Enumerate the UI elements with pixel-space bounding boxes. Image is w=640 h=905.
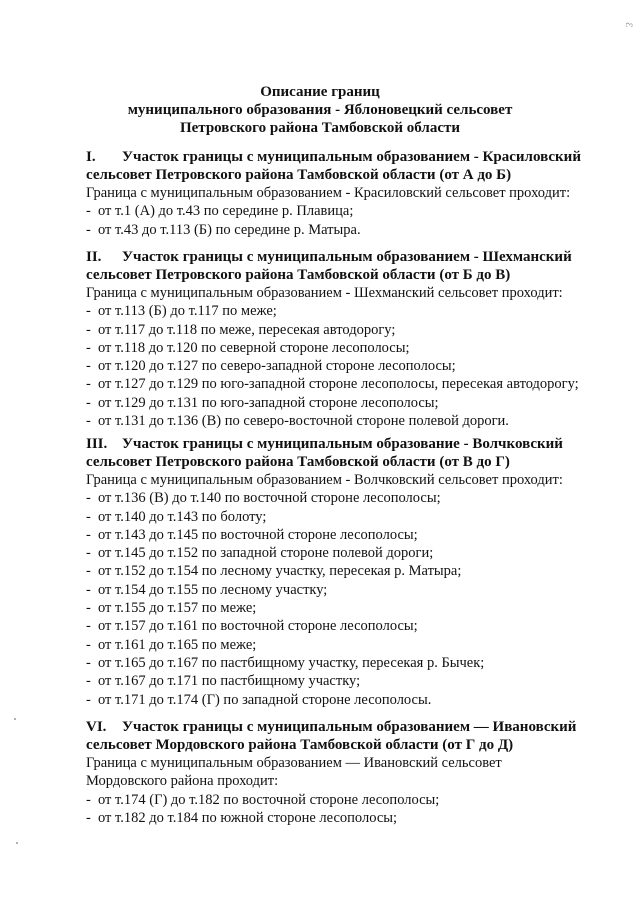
list-item: - от т.154 до т.155 по лесному участку; <box>86 581 328 598</box>
section-1-number: I. <box>86 149 96 165</box>
list-item: - от т.145 до т.152 по западной стороне полевой дороги; <box>86 545 434 562</box>
list-item: - от т.143 до т.145 по восточной стороне лесополосы; <box>86 526 418 543</box>
section-3-title-line-2: сельсовет Петровского района Тамбовской области (от В до Г) <box>86 454 510 470</box>
section-1-title <box>86 148 626 166</box>
list-item: - от т.43 до т.113 (Б) по середине р. Матыра. <box>86 221 361 238</box>
section-4-intro-line-2: Мордовского района проходит: <box>86 773 279 790</box>
section-1 <box>86 148 626 239</box>
section-1-intro: Граница с муниципальным образованием - Красиловский сельсовет проходит: <box>86 185 571 201</box>
list-item: - от т.136 (В) до т.140 по восточной стороне лесополосы; <box>86 490 441 507</box>
section-2-number: II. <box>86 249 102 265</box>
list-item: - от т.140 до т.143 по болоту; <box>86 508 267 525</box>
scan-speck <box>14 718 16 720</box>
section-2-intro: Граница с муниципальным образованием - Шехманский сельсовет проходит: <box>86 285 563 301</box>
list-item: - от т.157 до т.161 по восточной стороне лесополосы; <box>86 618 418 635</box>
section-2-title-line-1: Участок границы с муниципальным образованием - Шехманский <box>122 249 572 265</box>
section-4 <box>86 718 626 827</box>
section-3 <box>86 435 626 709</box>
list-item: - от т.182 до т.184 по южной стороне лесополосы; <box>86 809 398 826</box>
list-item: - от т.118 до т.120 по северной стороне лесополосы; <box>86 339 410 356</box>
list-item: - от т.155 до т.157 по меже; <box>86 600 257 617</box>
section-3-number: III. <box>86 436 108 452</box>
heading-line-1: Описание границ <box>260 84 380 100</box>
heading-line-3: Петровского района Тамбовской области <box>179 120 461 136</box>
section-2-title-line-2: сельсовет Петровского района Тамбовской области (от Б до В) <box>86 267 511 283</box>
section-2 <box>86 248 626 430</box>
section-4-title-line-2: сельсовет Мордовского района Тамбовской области (от Г до Д) <box>86 737 514 753</box>
heading-line-2: муниципального образования - Яблоновецкий сельсовет <box>127 102 513 118</box>
list-item: - от т.165 до т.167 по пастбищному участку, пересекая р. Бычек; <box>86 654 485 671</box>
list-item: - от т.117 до т.118 по меже, пересекая автодорогу; <box>86 321 396 338</box>
section-4-number: VI. <box>86 719 107 735</box>
list-item: - от т.129 до т.131 по юго-западной стороне лесополосы; <box>86 394 439 411</box>
section-1-title-line-1: Участок границы с муниципальным образованием - Красиловский <box>122 149 581 165</box>
list-item: - от т.1 (А) до т.43 по середине р. Плавица; <box>86 203 354 220</box>
list-item: - от т.171 до т.174 (Г) по западной стороне лесополосы. <box>86 691 432 708</box>
list-item: - от т.174 (Г) до т.182 по восточной стороне лесополосы; <box>86 791 440 808</box>
document-heading <box>0 83 640 137</box>
list-item: - от т.120 до т.127 по северо-западной стороне лесополосы; <box>86 358 456 375</box>
page-mark: ℰ <box>624 22 634 28</box>
list-item: - от т.131 до т.136 (В) по северо-восточной стороне полевой дороги. <box>86 413 509 430</box>
section-4-title <box>86 718 626 736</box>
section-1-title-line-2: сельсовет Петровского района Тамбовской области (от А до Б) <box>86 167 512 183</box>
list-item: - от т.152 до т.154 по лесному участку, пересекая р. Матыра; <box>86 563 462 580</box>
list-item: - от т.167 до т.171 по пастбищному участку; <box>86 673 361 690</box>
section-3-intro: Граница с муниципальным образованием - Волчковский сельсовет проходит: <box>86 472 563 488</box>
scan-speck <box>16 842 18 844</box>
list-item: - от т.161 до т.165 по меже; <box>86 636 257 653</box>
section-3-title <box>86 435 626 453</box>
section-2-title <box>86 248 626 266</box>
list-item: - от т.113 (Б) до т.117 по меже; <box>86 303 277 320</box>
section-4-intro: Граница с муниципальным образованием — Ивановский сельсовет <box>86 755 502 771</box>
section-3-title-line-1: Участок границы с муниципальным образование - Волчковский <box>122 436 563 452</box>
list-item: - от т.127 до т.129 по юго-западной стороне лесополосы, пересекая автодорогу; <box>86 376 579 393</box>
section-4-title-line-1: Участок границы с муниципальным образованием — Ивановский <box>122 719 577 735</box>
